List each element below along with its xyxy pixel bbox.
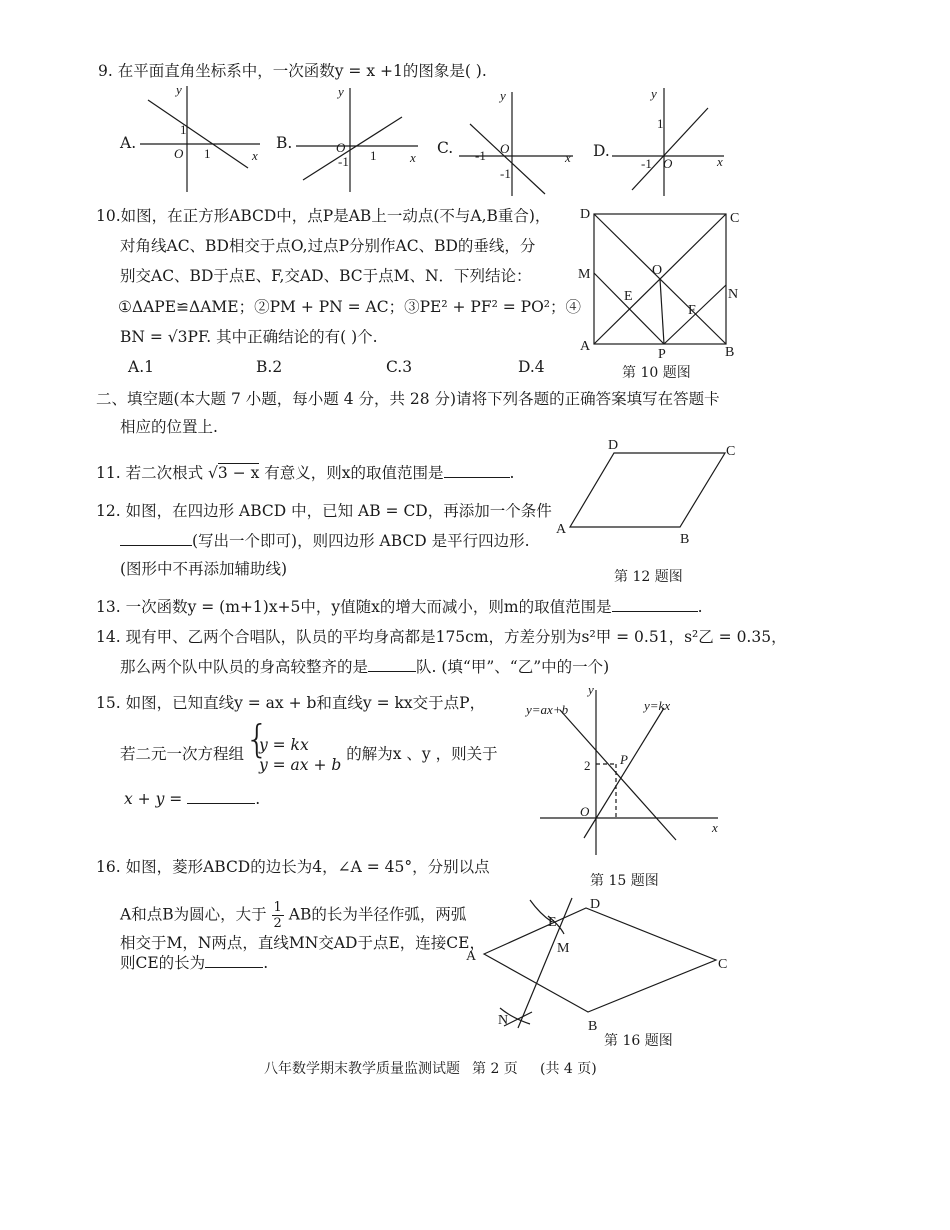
q16-figure [460,888,740,1038]
q14-line2-after: 队. (填“甲”、“乙”中的一个) [416,658,610,676]
q16-line2-after: AB的长为半径作弧，两弧 [288,905,467,924]
q12-answer-blank[interactable] [120,545,192,546]
q11-answer-blank[interactable] [444,477,510,478]
q9c-y-label: y [500,88,506,103]
q10-label-f: F [688,303,696,318]
q16-line2 [120,900,466,931]
q16-label-c: C [718,957,728,972]
q12-caption: 第 12 题图 [614,569,683,585]
q12-line3: (图形中不再添加辅助线) [120,560,288,578]
q12-label-b: B [680,532,690,545]
q15-line3-wrap: x + y = . [124,790,261,808]
q9c-x-label: x [565,150,571,165]
q15-eq1: y = kx [258,736,309,754]
q9b-x-label: x [410,150,416,165]
q9-option-b: B. [276,134,293,152]
q15-label-y: y [588,682,594,697]
q12-line2-wrap [120,530,530,552]
q9a-origin: O [174,146,184,161]
q16-frac-num: 1 [273,900,282,915]
q9d-one: 1 [657,116,664,131]
q10-line1: 10.如图，在正方形ABCD中，点P是AB上一动点(不与A,B重合)， [96,207,551,225]
q16-line3: 相交于M，N两点，直线MN交AD于点E，连接CE， [120,934,485,952]
q15-eq2: y = ax + b [258,756,342,774]
q9a-y-label: y [176,82,182,97]
section2-title-cont: 相应的位置上. [120,418,218,436]
q10-choice-d: D.4 [518,358,545,376]
q9a-one-y: 1 [180,122,187,137]
q16-label-b: B [588,1019,598,1034]
q12-label-c: C [726,444,736,459]
q12-line1: 12. 如图，在四边形 ABCD 中，已知 AB = CD，再添加一个条件 [96,502,552,520]
q10-line5: BN = √3PF. 其中正确结论的有( )个. [120,328,378,346]
q9-option-a: A. [120,134,137,152]
q10-label-c: C [730,211,740,226]
q9-graphs [0,0,950,200]
q15-line1: 15. 如图，已知直线y = ax + b和直线y = kx交于点P， [96,694,486,712]
q16-answer-blank[interactable] [205,967,263,968]
q9b-y-label: y [338,84,344,99]
q16-line4: 则CE的长为 [120,954,206,972]
q9c-neg-one-y: -1 [500,166,511,181]
q10-label-a: A [580,339,591,354]
q15-line3: x + y = [124,790,183,808]
q9a-one-x: 1 [204,146,211,161]
footer-total: (共 4 页) [540,1061,597,1077]
q11: 11. 若二次根式 √3 − x 有意义，则x的取值范围是 . [96,464,515,482]
q12-figure [550,435,750,545]
q12-line2: (写出一个即可)，则四边形 ABCD 是平行四边形. [192,532,530,550]
q15-label-o: O [580,804,590,819]
q15-caption: 第 15 题图 [590,873,659,889]
q16-caption: 第 16 题图 [604,1033,673,1049]
q12-label-d: D [608,438,619,453]
q10-line4: ①ΔAPE≌ΔAME；②PM + PN = AC；③PE² + PF² = PO²；④ [118,298,582,316]
q15-answer-blank[interactable] [187,803,255,804]
q9-option-d: D. [593,142,610,160]
q16-label-e: E [548,915,557,930]
q15-label-line-a: y=ax+b [526,702,569,717]
q10-label-o: O [652,263,663,278]
footer-title: 八年数学期末教学质量监测试题 [264,1061,460,1077]
q16-label-d: D [590,897,601,912]
q16-line4-wrap: 则CE的长为 . [120,954,269,972]
q9-option-c: C. [437,139,454,157]
q10-label-e: E [624,289,633,304]
q10-line3: 别交AC、BD于点E、F,交AD、BC于点M、N．下列结论： [120,267,532,285]
q9-stem: 9. 在平面直角坐标系中，一次函数y = x +1的图象是( ). [98,62,487,80]
q15-line2-before: 若二元一次方程组 [120,745,245,763]
q14-line1: 14. 现有甲、乙两个合唱队，队员的平均身高都是175cm，方差分别为s²甲 = 0.51，s²乙 = 0.35， [96,628,787,646]
q14-answer-blank[interactable] [368,671,416,672]
q10-choice-a: A.1 [128,358,154,376]
q10-label-b: B [725,345,735,360]
q16-label-n: N [498,1013,509,1028]
q16-frac-den: 2 [273,916,282,931]
q9c-origin: O [500,141,510,156]
q16-line2-before: A和点B为圆心，大于 [120,905,267,924]
q13: 13. 一次函数y = (m+1)x+5中，y值随x的增大而减小，则m的取值范围是 . [96,598,703,616]
q9b-one: 1 [370,148,377,163]
q9d-origin: O [663,156,673,171]
q15-label-x: x [712,820,718,835]
q16-label-m: M [557,941,570,956]
q11-text-after: 有意义，则x的取值范围是 [264,464,444,482]
q14-line2-before: 那么两个队中队员的身高较整齐的是 [120,658,369,676]
q15-line2-after: 的解为x 、y ，则关于 [346,745,498,763]
q15-label-p: P [620,752,628,767]
q9c-neg-one-x: -1 [475,148,486,163]
q13-answer-blank[interactable] [612,611,698,612]
q10-line2: 对角线AC、BD相交于点O,过点P分别作AC、BD的垂线，分 [120,237,536,255]
q10-label-m: M [578,267,591,282]
q15-figure [520,680,730,865]
q15-label-two: 2 [584,758,591,773]
q14-line2 [120,656,609,678]
q10-label-n: N [728,287,739,302]
q15-line2 [120,734,498,775]
q16-line1: 16. 如图，菱形ABCD的边长为4，∠A = 45°，分别以点 [96,858,490,876]
q15-equation-system [249,735,341,775]
q10-label-p: P [658,347,666,362]
q9d-x-label: x [717,154,723,169]
q9d-neg-one: -1 [641,156,652,171]
q10-choice-c: C.3 [386,358,413,376]
q12-label-a: A [556,522,567,537]
q9b-origin: O [336,140,346,155]
q10-label-d: D [580,207,591,222]
q9a-x-label: x [252,148,258,163]
q10-choice-b: B.2 [256,358,283,376]
q13-text: 13. 一次函数y = (m+1)x+5中，y值随x的增大而减小，则m的取值范围是 [96,598,612,616]
q16-fraction [272,900,284,931]
q16-label-a: A [466,949,477,964]
q11-text-before: 11. 若二次根式 [96,464,204,482]
q9b-neg-one: -1 [338,154,349,169]
q9d-y-label: y [651,86,657,101]
q11-radical: 3 − x [217,464,260,482]
q10-caption: 第 10 题图 [622,365,691,381]
footer-page: 第 2 页 [472,1061,518,1077]
q15-label-line-k: y=kx [644,698,671,713]
section2-title: 二、填空题(本大题 7 小题，每小题 4 分，共 28 分)请将下列各题的正确答案填写在答题卡 [96,390,720,408]
